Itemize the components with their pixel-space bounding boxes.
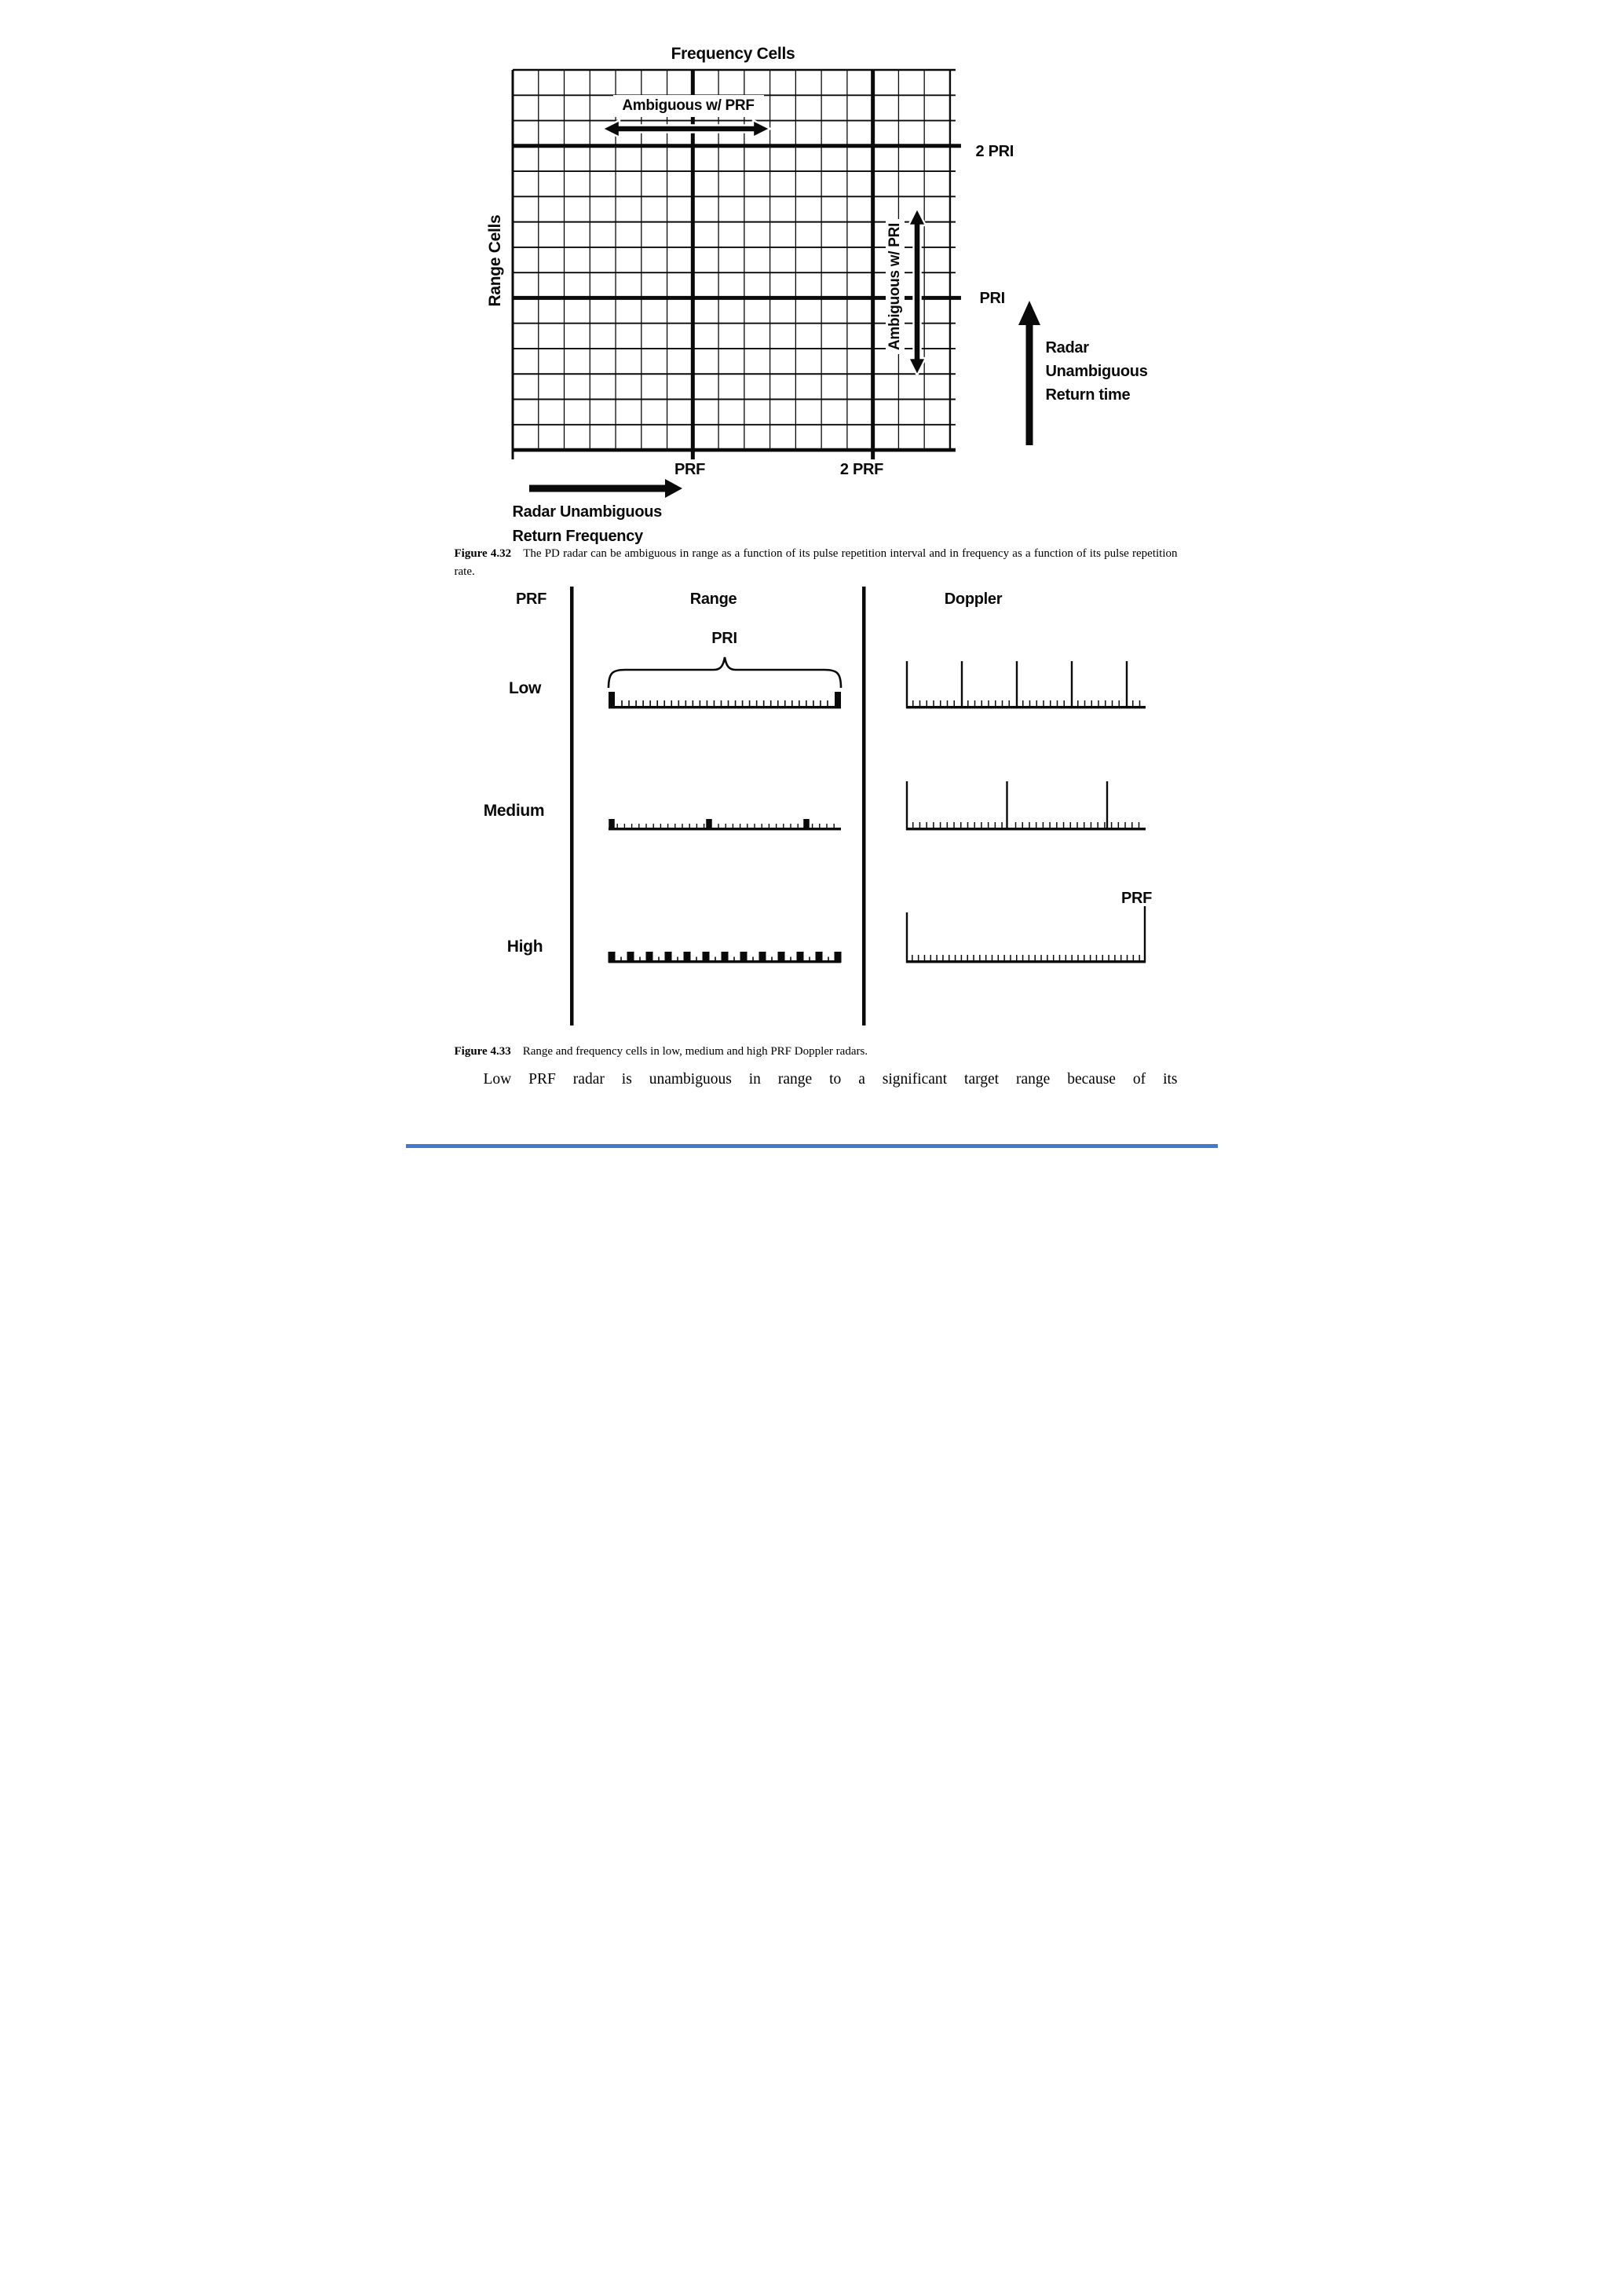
fig433-pri-brace-label: PRI	[711, 630, 737, 647]
body-paragraph: Low PRF radar is unambiguous in range to a significant target range because of its	[483, 1071, 1178, 1088]
fig432-2pri-tick-label: 2 PRI	[975, 143, 1014, 160]
fig432-caption-label: Figure 4.32	[454, 547, 512, 560]
fig433-caption-label: Figure 4.33	[454, 1045, 511, 1058]
unambiguous-freq-line-1: Radar Unambiguous	[512, 503, 662, 521]
fig432-2prf-tick-label: 2 PRF	[839, 461, 884, 478]
fig433-header-prf: PRF	[515, 590, 547, 608]
footer-progress-bar	[406, 1144, 1218, 1148]
fig433-row-label-low: Low	[508, 679, 542, 697]
fig433-header-range: Range	[689, 590, 737, 608]
figure-4-33-caption	[455, 1043, 1178, 1061]
fig432-unambiguous-time-text	[1046, 336, 1148, 407]
unambiguous-time-line-1: Radar	[1045, 339, 1089, 356]
unambiguous-freq-line-2: Return Frequency	[512, 528, 643, 545]
fig432-caption-text: The PD radar can be ambiguous in range as a function of its pulse repetition interval and in frequency as a function of its pulse repetition rate.	[454, 547, 1178, 578]
figure-4-32-caption	[455, 545, 1178, 581]
fig433-caption-text: Range and frequency cells in low, medium and high PRF Doppler radars.	[522, 1045, 868, 1058]
unambiguous-time-line-2: Unambiguous	[1045, 363, 1148, 380]
fig432-ambiguous-pri-label: Ambiguous w/ PRI	[886, 219, 905, 354]
fig432-prf-tick-label: PRF	[674, 461, 706, 478]
book-page	[406, 0, 1218, 1148]
fig433-row-label-high: High	[506, 938, 543, 956]
fig432-unambiguous-freq-text	[513, 500, 662, 549]
fig433-header-doppler: Doppler	[944, 590, 1003, 608]
fig433-row-label-medium: Medium	[483, 802, 545, 820]
fig432-y-axis-label: Range Cells	[485, 214, 504, 307]
fig433-prf-spike-label: PRF	[1120, 890, 1153, 907]
fig432-title: Frequency Cells	[671, 45, 795, 63]
unambiguous-time-line-3: Return time	[1045, 386, 1131, 404]
fig432-pri-tick-label: PRI	[979, 290, 1005, 307]
fig432-ambiguous-prf-label: Ambiguous w/ PRF	[613, 95, 764, 117]
